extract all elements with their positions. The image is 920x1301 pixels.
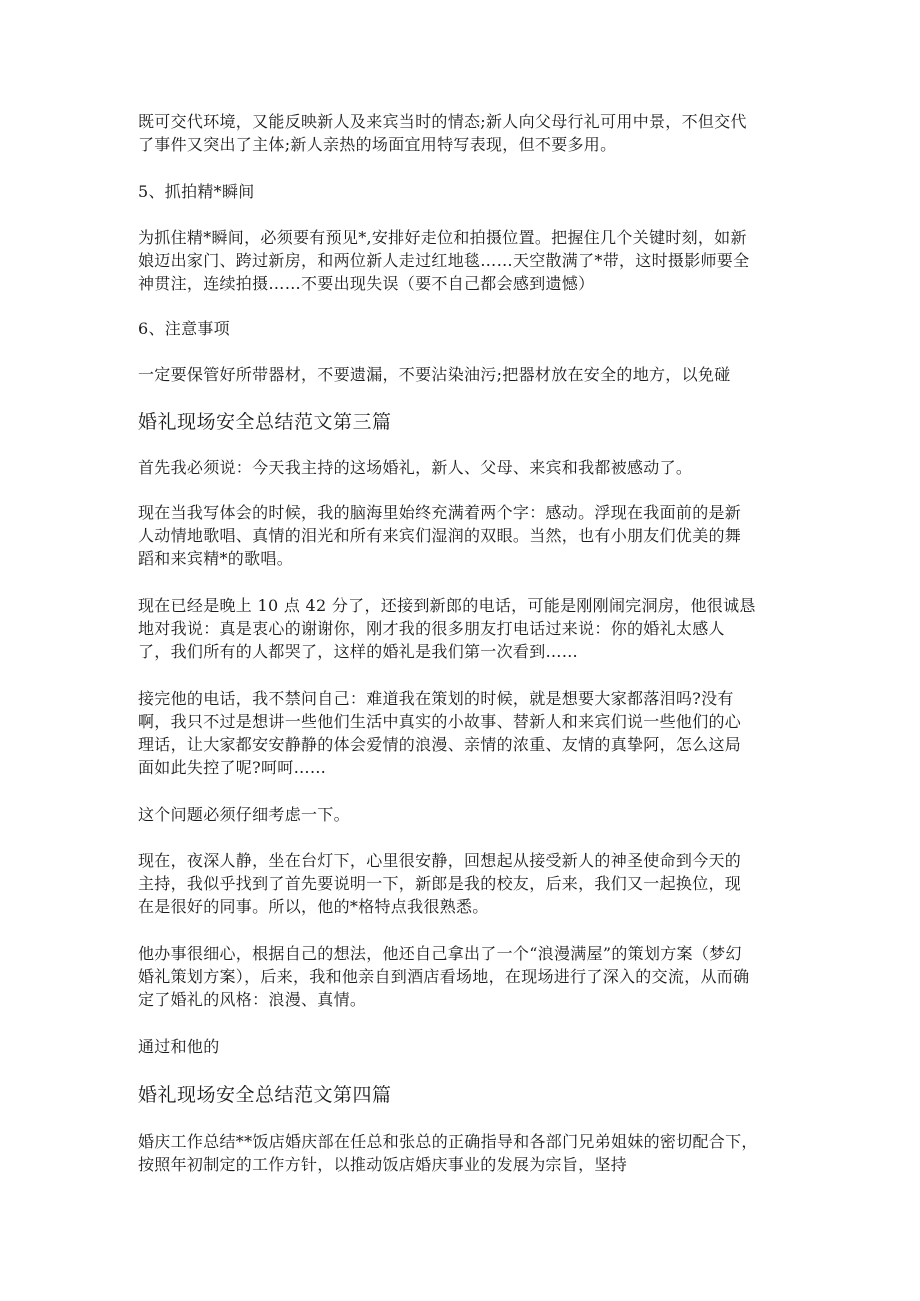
text-line: 为抓住精*瞬间，必须要有预见*,安排好走位和拍摄位置。把握住几个关键时刻，如新 <box>138 228 747 247</box>
text-line: 人动情地歌唱、真情的泪光和所有来宾们湿润的双眼。当然，也有小朋友们优美的舞 <box>138 526 742 545</box>
paragraph-feelings <box>138 501 798 570</box>
section-title-third: 婚礼现场安全总结范文第三篇 <box>138 411 392 433</box>
text-line: 了，我们所有的人都哭了，这样的婚礼是我们第一次看到…… <box>138 642 579 661</box>
section-title-fourth: 婚礼现场安全总结范文第四篇 <box>138 1084 392 1106</box>
heading-item-5 <box>138 180 798 203</box>
text-line: 神贯注，连续拍摄……不要出现失误（要不自己都会感到遗憾） <box>138 274 595 293</box>
text-line: 啊，我只不过是想讲一些他们生活中真实的小故事、替新人和来宾们说一些他们的心 <box>138 712 742 731</box>
text-line: 地对我说：真是衷心的谢谢你，刚才我的很多朋友打电话过来说：你的婚礼太感人 <box>138 619 725 638</box>
text-line: 娘迈出家门、跨过新房，和两位新人走过红地毯……天空散满了*带，这时摄影师要全 <box>138 251 750 270</box>
paragraph-intro <box>138 456 798 479</box>
text-line: 按照年初制定的工作方针，以推动饭店婚庆事业的发展为宗旨，坚持 <box>138 1155 628 1174</box>
text-line: 现在当我写体会的时候，我的脑海里始终充满着两个字：感动。浮现在我面前的是新 <box>138 503 742 522</box>
text-line: 理话，让大家都安安静静的体会爱情的浪漫、亲情的浓重、友情的真挚阿，怎么这局 <box>138 735 742 754</box>
paragraph-capture-moments <box>138 226 798 295</box>
text-line: 婚礼策划方案），后来，我和他亲自到酒店看场地，在现场进行了深入的交流，从而确 <box>138 967 750 986</box>
text-line: 定了婚礼的风格：浪漫、真情。 <box>138 990 367 1009</box>
text-line: 了事件又突出了主体;新人亲热的场面宜用特写表现，但不要多用。 <box>138 135 617 154</box>
paragraph-night <box>138 849 798 918</box>
text-line: 首先我必须说：今天我主持的这场婚礼，新人、父母、来宾和我都被感动了。 <box>138 458 693 477</box>
text-line: 面如此失控了呢?呵呵…… <box>138 758 327 777</box>
paragraph-phone-call <box>138 594 798 663</box>
text-line: 他办事很细心，根据自己的想法，他还自己拿出了一个“浪漫满屋”的策划方案（梦幻 <box>138 944 742 963</box>
text-line: 一定要保管好所带器材，不要遗漏，不要沾染油污;把器材放在安全的地方，以免碰 <box>138 365 731 384</box>
text-line: 在是很好的同事。所以，他的*格特点我很熟悉。 <box>138 897 489 916</box>
text-line: 这个问题必须仔细考虑一下。 <box>138 805 350 824</box>
paragraph-shooting-scenes <box>138 110 798 156</box>
heading-item-6 <box>138 317 798 340</box>
paragraph-reflection <box>138 687 798 779</box>
paragraph-planning <box>138 942 798 1011</box>
text-line: 既可交代环境，又能反映新人及来宾当时的情态;新人向父母行礼可用中景，不但交代 <box>138 112 747 131</box>
text-line: 现在已经是晚上 10 点 42 分了，还接到新郎的电话，可能是刚刚闹完洞房，他很诚恳 <box>138 596 756 615</box>
paragraph-work-summary <box>138 1130 798 1176</box>
text-line: 现在，夜深人静，坐在台灯下，心里很安静，回想起从接受新人的神圣使命到今天的 <box>138 851 742 870</box>
text-line: 蹈和来宾精*的歌唱。 <box>138 549 294 568</box>
text-line: 接完他的电话，我不禁问自己：难道我在策划的时候，就是想要大家都落泪吗?没有 <box>138 689 734 708</box>
list-heading: 5、抓拍精*瞬间 <box>138 182 255 201</box>
text-line: 婚庆工作总结**饭店婚庆部在任总和张总的正确指导和各部门兄弟姐妹的密切配合下， <box>138 1132 758 1151</box>
paragraph-truncated <box>138 1035 798 1058</box>
list-heading: 6、注意事项 <box>138 319 230 338</box>
paragraph-equipment-care <box>138 363 798 386</box>
text-line: 通过和他的 <box>138 1037 220 1056</box>
text-line: 主持，我似乎找到了首先要说明一下，新郎是我的校友，后来，我们又一起换位，现 <box>138 874 742 893</box>
paragraph-question <box>138 803 798 826</box>
